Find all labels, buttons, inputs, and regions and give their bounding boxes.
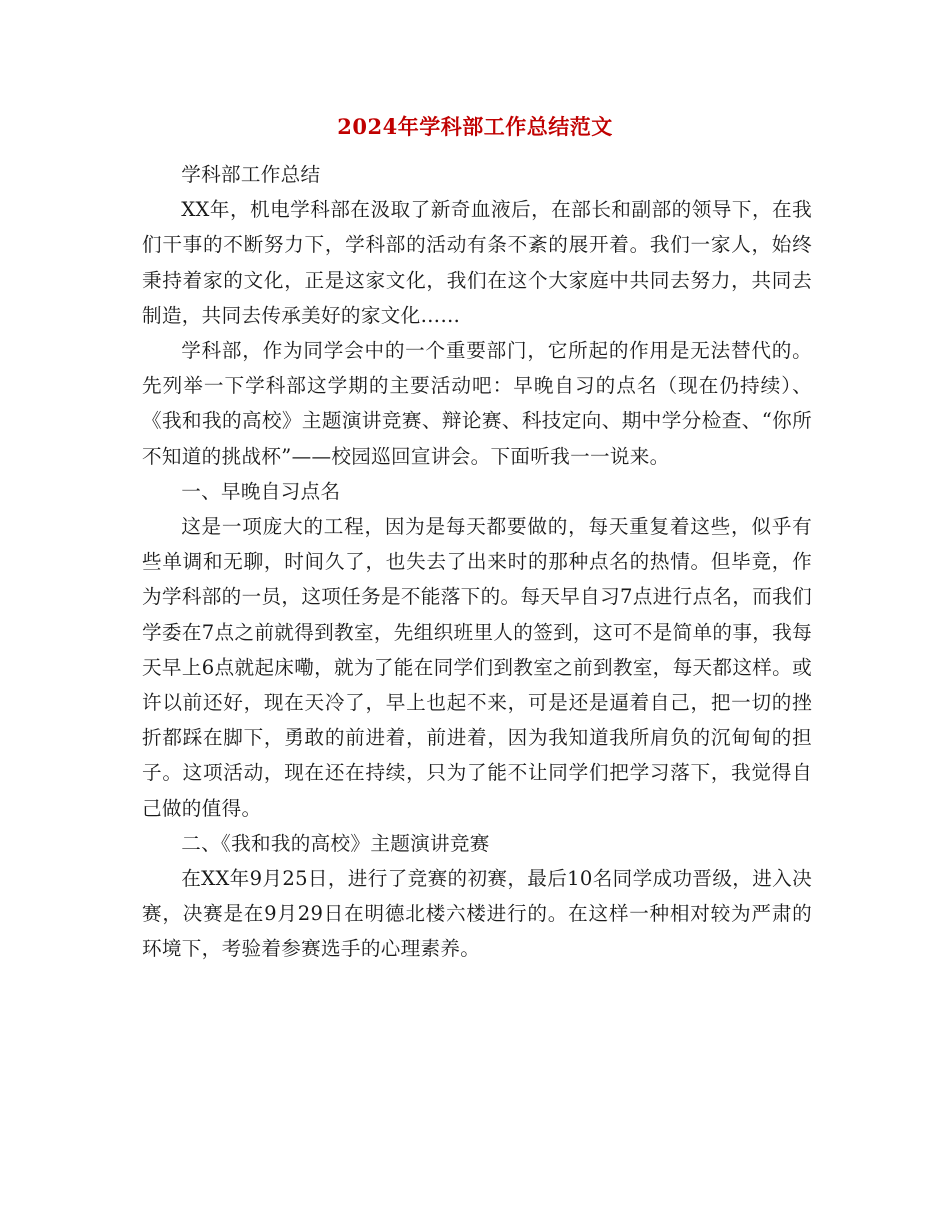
paragraph-activities-overview: 学科部，作为同学会中的一个重要部门，它所起的作用是无法替代的。先列举一下学科部这学期的主要活动吧：早晚自习的点名（现在仍持续）、《我和我的高校》主题演讲竞赛、辩论赛、科技定向、期中学分检查、“你所不知道的挑战杯”——校园巡回宣讲会。下面听我一一说来。: [142, 339, 812, 468]
section-heading-speech-contest: 二、《我和我的高校》主题演讲竞赛: [181, 831, 490, 855]
section-heading-roll-call: 一、早晚自习点名: [181, 479, 341, 503]
paragraph-speech-contest: 在XX年9月25日，进行了竞赛的初赛，最后10名同学成功晋级，进入决赛，决赛是在9月29日在明德北楼六楼进行的。在这样一种相对较为严肃的环境下，考验着参赛选手的心理素养。: [142, 867, 812, 961]
paragraph-roll-call: 这是一项庞大的工程，因为是每天都要做的，每天重复着这些，似乎有些单调和无聊，时间久了，也失去了出来时的那种点名的热情。但毕竟，作为学科部的一员，这项任务是不能落下的。每天早自习7点进行点名，而我们学委在7点之前就得到教室，先组织班里人的签到，这可不是简单的事，我每天早上6点就起床嘞，就为了能在同学们到教室之前到教室，每天都这样。或许以前还好，现在天冷了，早上也起不来，可是还是逼着自己，把一切的挫折都踩在脚下，勇敢的前进着，前进着，因为我知道我所肩负的沉甸甸的担子。这项活动，现在还在持续，只为了能不让同学们把学习落下，我觉得自己做的值得。: [142, 515, 812, 820]
document-title: 2024年学科部工作总结范文: [337, 114, 613, 139]
section-heading-work-summary: 学科部工作总结: [181, 163, 321, 186]
document-body: [142, 157, 812, 967]
paragraph-intro: XX年，机电学科部在汲取了新奇血液后，在部长和副部的领导下，在我们干事的不断努力下，学科部的活动有条不紊的展开着。我们一家人，始终秉持着家的文化，正是这家文化，我们在这个大家庭中共同去努力，共同去制造，共同去传承美好的家文化……: [142, 198, 812, 327]
